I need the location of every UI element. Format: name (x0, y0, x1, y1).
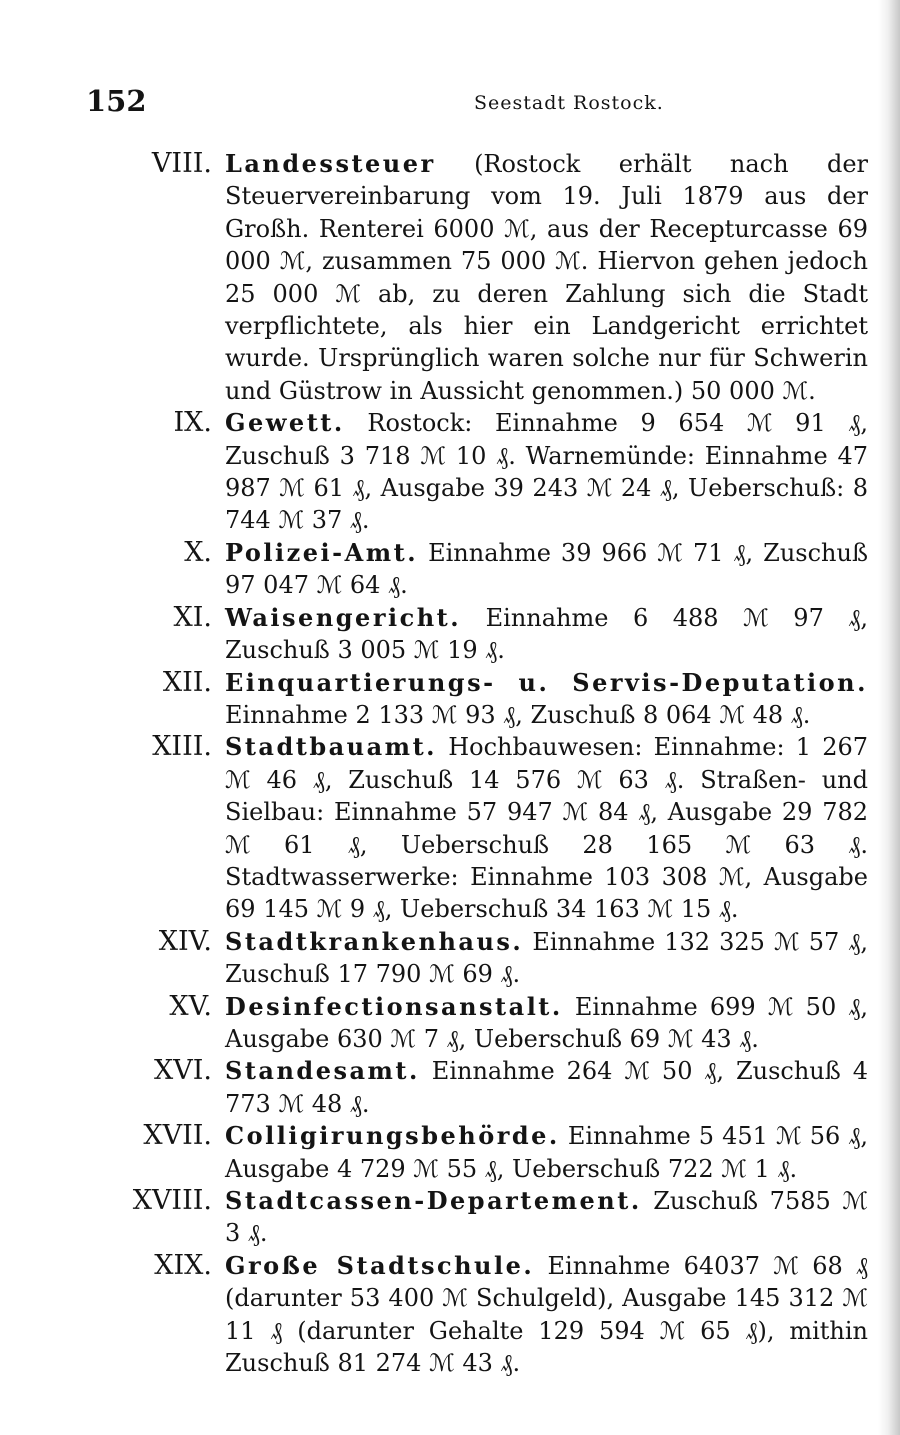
entry-xv (0, 991, 900, 1056)
entry-heading: Standesamt. (225, 1056, 420, 1086)
entry-heading: Große Stadtschule. (225, 1250, 535, 1280)
entry-numeral: XVII. (143, 1120, 212, 1152)
entry-text: (Rostock erhält nach der Steuervereinbarung vom 19. Juli 1879 aus der Großh. Renterei 6000 ℳ, aus der Recepturcasse 69 000 ℳ, zusammen 75 000 ℳ. Hiervon gehen jedoch 25 000 ℳ ab, zu deren Zahlung sich die Stadt verpflichtete, als hier ein Landgericht errichtet wurde. Ursprünglich waren solche nur für Schwerin und Güstrow in Aussicht genommen.) 50 000 ℳ. (225, 150, 868, 405)
entry-text: Zuschuß 7585 ℳ 3 ₰. (225, 1187, 868, 1248)
entry-heading: Colligirungsbehörde. (225, 1121, 560, 1151)
page-header (86, 84, 866, 124)
entry-numeral: XVIII. (132, 1185, 212, 1216)
entry-body (225, 602, 868, 667)
entry-body (225, 1055, 868, 1120)
entry-xiv (0, 926, 900, 991)
entry-heading: Stadtkrankenhaus. (225, 926, 524, 956)
entry-ix (0, 407, 900, 537)
entry-heading: Polizei-Amt. (225, 537, 419, 567)
entry-numeral: XVI. (154, 1055, 212, 1087)
entry-xi (0, 602, 900, 667)
entry-body (225, 1120, 868, 1185)
entry-xvi (0, 1055, 900, 1120)
entry-heading: Gewett. (225, 408, 345, 438)
entry-body (225, 667, 868, 732)
entry-heading: Waisengericht. (225, 602, 462, 632)
entry-xvii (0, 1120, 900, 1185)
entry-viii (0, 148, 900, 407)
entry-numeral: XI. (173, 601, 212, 633)
entry-text: Rostock: Einnahme 9 654 ℳ 91 ₰, Zuschuß 3 718 ℳ 10 ₰. Warnemünde: Einnahme 47 987 ℳ 61 ₰, Ausgabe 39 243 ℳ 24 ₰, Ueberschuß: 8 744 ℳ 37 ₰. (225, 409, 868, 535)
entry-numeral: XII. (162, 666, 212, 698)
entry-xix (0, 1250, 900, 1380)
entry-xiii (0, 731, 900, 925)
entry-numeral: XIX. (154, 1249, 212, 1281)
entry-body (225, 148, 868, 407)
entry-x (0, 537, 900, 602)
entry-body (225, 731, 868, 925)
entry-xviii (0, 1185, 900, 1250)
entry-numeral: XV. (169, 990, 212, 1022)
entry-numeral: X. (184, 536, 212, 568)
entry-body (225, 1185, 868, 1250)
entry-body (225, 991, 868, 1056)
entry-xii (0, 667, 900, 732)
entry-heading: Stadtbauamt. (225, 732, 438, 762)
entry-text: Einnahme 699 ℳ 50 ₰, Ausgabe 630 ℳ 7 ₰, Ueberschuß 69 ℳ 43 ₰. (225, 992, 868, 1053)
entry-list (0, 148, 900, 1379)
running-title: Seestadt Rostock. (474, 92, 664, 114)
page-number: 152 (86, 84, 147, 118)
entry-body (225, 926, 868, 991)
entry-text: Einnahme 39 966 ℳ 71 ₰, Zuschuß 97 047 ℳ 64 ₰. (225, 538, 868, 600)
entry-text: Einnahme 2 133 ℳ 93 ₰, Zuschuß 8 064 ℳ 48 ₰. (225, 700, 811, 729)
entry-text: Einnahme 64037 ℳ 68 ₰ (darunter 53 400 ℳ Schulgeld), Ausgabe 145 312 ℳ 11 ₰ (darunter Gehalte 129 594 ℳ 65 ₰), mithin Zuschuß 81 274 ℳ 43 ₰. (225, 1251, 869, 1378)
entry-heading: Einquartierungs- u. Servis-Deputation. (225, 667, 868, 697)
entry-heading: Desinfectionsanstalt. (225, 991, 563, 1021)
entry-body (225, 537, 868, 602)
entry-text: Hochbauwesen: Einnahme: 1 267 ℳ 46 ₰, Zuschuß 14 576 ℳ 63 ₰. Straßen- und Sielbau: Einnahme 57 947 ℳ 84 ₰, Ausgabe 29 782 ℳ 61 ₰, Ueberschuß 28 165 ℳ 63 ₰. Stadtwasserwerke: Einnahme 103 308 ℳ, Ausgabe 69 145 ℳ 9 ₰, Ueberschuß 34 163 ℳ 15 ₰. (225, 733, 868, 924)
entry-text: Einnahme 5 451 ℳ 56 ₰, Ausgabe 4 729 ℳ 55 ₰, Ueberschuß 722 ℳ 1 ₰. (225, 1122, 868, 1183)
entry-numeral: XIII. (152, 731, 212, 763)
entry-numeral: IX. (173, 407, 212, 439)
entry-text: Einnahme 132 325 ℳ 57 ₰, Zuschuß 17 790 ℳ 69 ₰. (225, 927, 868, 989)
entry-heading: Stadtcassen-Departement. (225, 1186, 642, 1215)
entry-text: Einnahme 6 488 ℳ 97 ₰, Zuschuß 3 005 ℳ 19 ₰. (225, 603, 868, 665)
entry-numeral: XIV. (158, 925, 212, 957)
entry-heading: Landessteuer (225, 149, 436, 178)
entry-text: Einnahme 264 ℳ 50 ₰, Zuschuß 4 773 ℳ 48 ₰. (225, 1057, 868, 1118)
entry-body (225, 407, 868, 537)
entry-body (225, 1250, 868, 1380)
entry-numeral: VIII. (151, 148, 212, 179)
